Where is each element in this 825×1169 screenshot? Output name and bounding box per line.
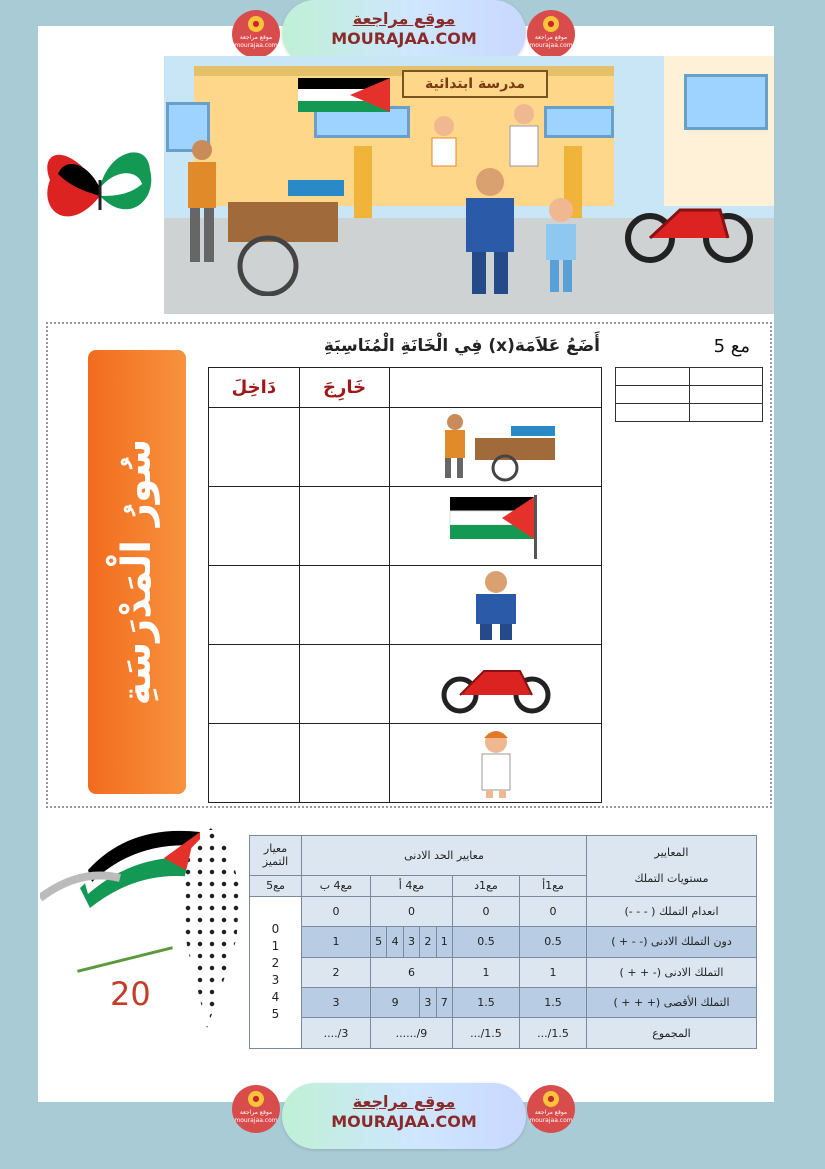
classification-table (208, 367, 602, 803)
table-row (209, 408, 602, 487)
site-domain: MOURAJAA.COM (331, 29, 477, 48)
table-row (209, 487, 602, 566)
outside-checkbox[interactable] (299, 566, 390, 645)
level-label: التملك الأقصى (+ + + ) (587, 988, 757, 1018)
school-principal-icon (454, 166, 524, 296)
section-title-tab (88, 350, 186, 794)
col-header: مع1أ (519, 875, 586, 896)
palestine-flag-icon (298, 78, 390, 112)
criteria-header: المعايير مستويات التملك (587, 836, 757, 897)
col-header: مع1د (452, 875, 519, 896)
inside-checkbox[interactable] (209, 724, 300, 803)
school-principal-icon (456, 568, 536, 642)
table-row (209, 645, 602, 724)
school-nurse-icon (466, 728, 526, 798)
exercise-instruction: أَضَعُ عَلاَمَة(x) فِي الْخَانَةِ الْمُنَاسِبَةِ (323, 336, 600, 356)
site-logo-badge: ● موقع مراجعة mourajaa.com (527, 10, 575, 58)
food-cart-vendor-icon (168, 136, 348, 296)
level-label: التملك الادنى (- + + ) (587, 957, 757, 987)
site-domain: MOURAJAA.COM (331, 1112, 477, 1131)
total-row-label: المجموع (587, 1018, 757, 1049)
school-sign: مدرسة ابتدائية (402, 70, 548, 98)
header-picture (390, 368, 602, 408)
site-banner-bottom[interactable] (282, 1083, 526, 1149)
criterion-grid (615, 367, 763, 422)
section-title: سُورُ الْمَدْرَسَةِ (114, 438, 160, 706)
inside-checkbox[interactable] (209, 645, 300, 724)
outside-checkbox[interactable] (299, 487, 390, 566)
outside-checkbox[interactable] (299, 645, 390, 724)
food-cart-vendor-icon (431, 412, 561, 482)
motorcycle-icon (436, 653, 556, 715)
motorcycle-icon (620, 186, 760, 266)
inside-checkbox[interactable] (209, 408, 300, 487)
header-inside: دَاخِلَ (209, 368, 300, 408)
site-name-ar: موقع مراجعة (352, 9, 456, 28)
grading-table: المعايير مستويات التملك معايير الحد الادنى معيار التميز مع1أ مع1د مع4 أ مع4 ب مع5 انعدام التملك ( - - -) 0 0 0 0 0 1 2 3 4 5 دون التملك الادنى (- - + ) 0.5 0.5 1 2 3 4 5 1 التملك الادنى (- + + ) 1 1 6 2 التملك الأقصى (+ + + ) 1.5 1.5 7 3 9 3 المجموع 1.5/... 1.5/... 9/...... 3/.... (249, 835, 757, 1049)
site-logo-badge: ● موقع مراجعة mourajaa.com (232, 1085, 280, 1133)
criterion-label: مع 5 (713, 336, 750, 357)
total-mark: 20 (110, 975, 151, 1013)
school-nurse-icon (504, 102, 544, 182)
col-header: مع4 أ (370, 875, 452, 896)
schoolgirl-icon (424, 114, 464, 184)
butterfly-flag-icon (38, 140, 162, 236)
col-header: مع4 ب (302, 875, 371, 896)
schoolboy-icon (536, 196, 586, 296)
site-logo-badge: ● موقع مراجعة mourajaa.com (232, 10, 280, 58)
col-header: مع5 (250, 875, 302, 896)
excellence-scale: 0 1 2 3 4 5 (250, 896, 302, 1048)
palestine-flag-icon (446, 491, 546, 561)
table-row (209, 724, 602, 803)
site-logo-badge: ● موقع مراجعة mourajaa.com (527, 1085, 575, 1133)
header-outside: خَارِجَ (299, 368, 390, 408)
outside-checkbox[interactable] (299, 408, 390, 487)
school-street-illustration (164, 56, 774, 314)
table-row (209, 566, 602, 645)
min-criteria-header: معايير الحد الادنى (302, 836, 587, 876)
inside-checkbox[interactable] (209, 487, 300, 566)
excellence-header: معيار التميز (250, 836, 302, 876)
site-name-ar: موقع مراجعة (352, 1092, 456, 1111)
level-label: انعدام التملك ( - - -) (587, 896, 757, 926)
inside-checkbox[interactable] (209, 566, 300, 645)
outside-checkbox[interactable] (299, 724, 390, 803)
level-label: دون التملك الادنى (- - + ) (587, 927, 757, 957)
